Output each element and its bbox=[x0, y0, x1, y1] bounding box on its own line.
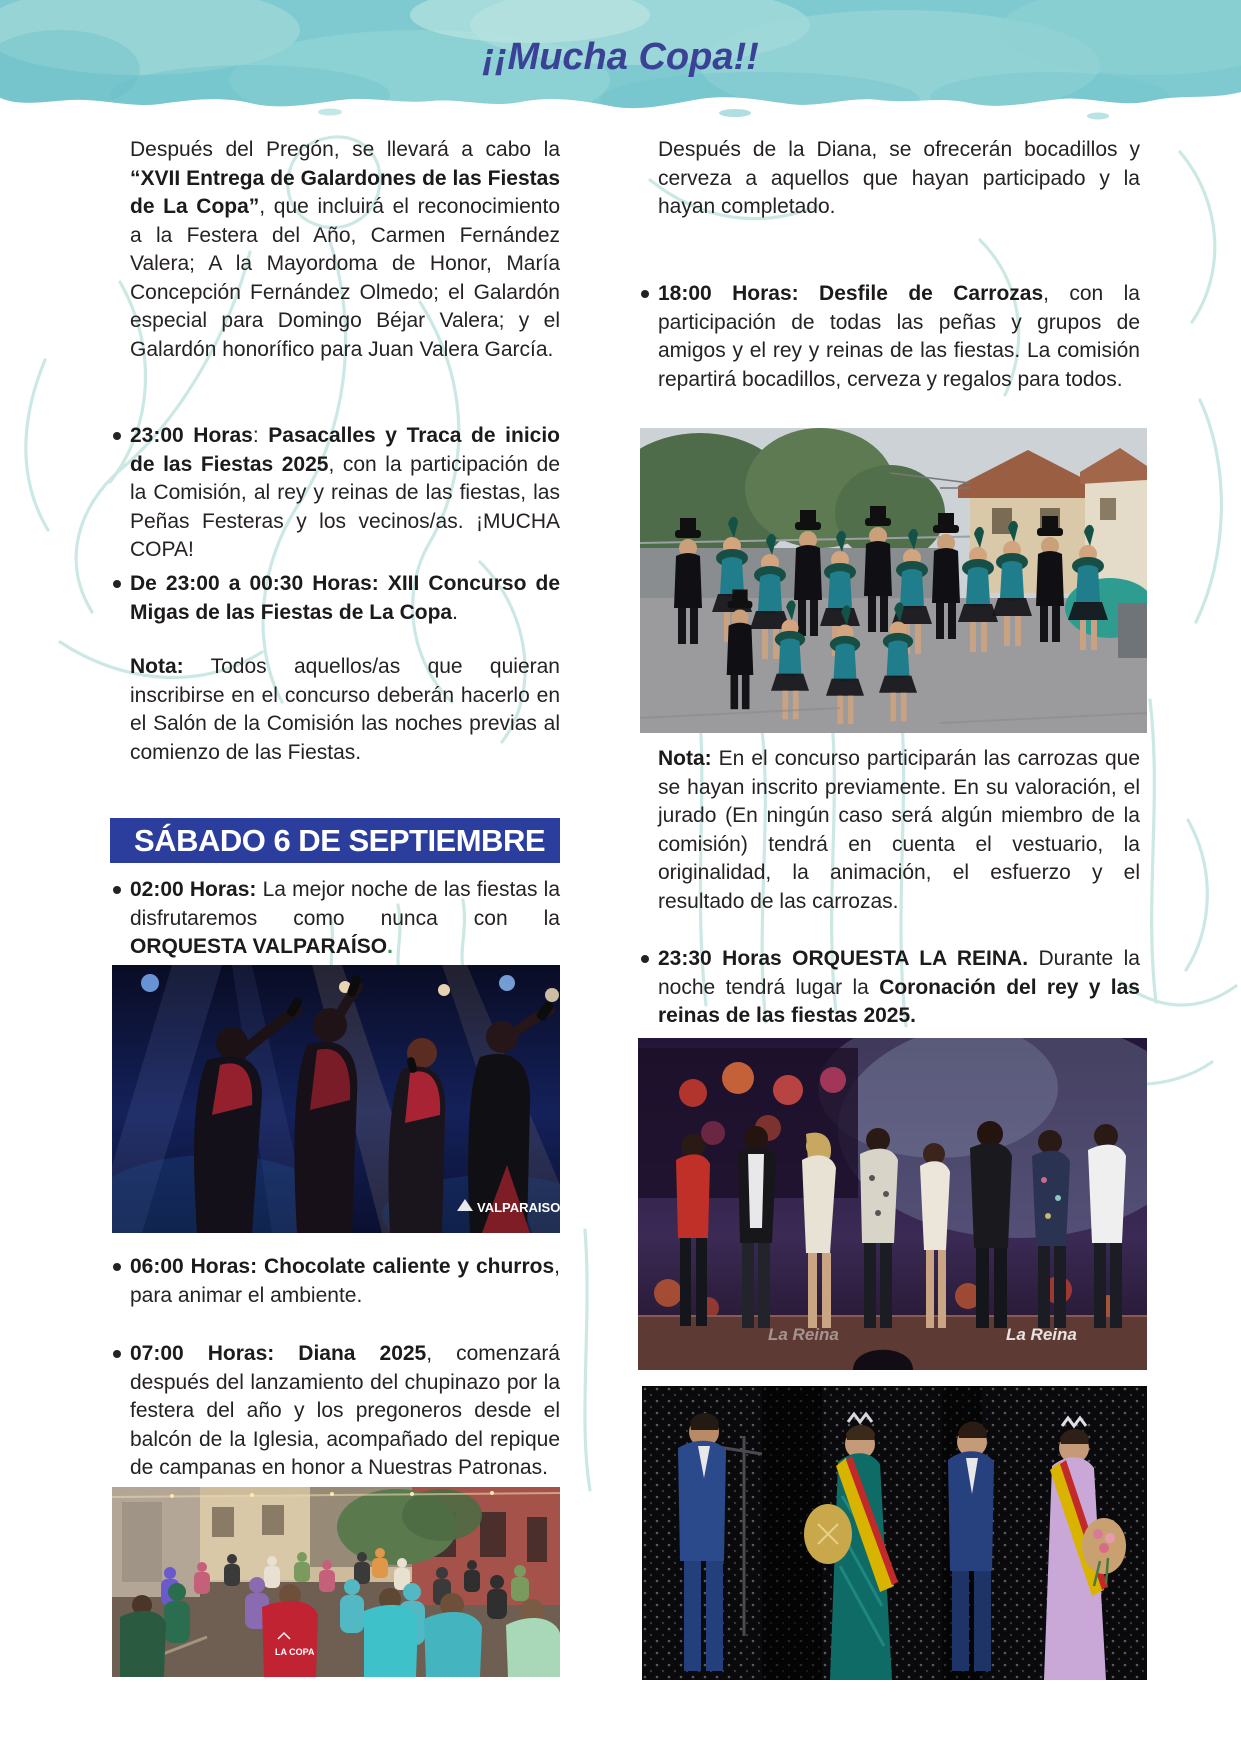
text-segment: “XVII Entrega de Galardones de las Fiestas de La Copa” bbox=[130, 166, 560, 218]
text-segment: Pasacalles y Traca de inicio de las Fiestas 2025 bbox=[130, 424, 561, 476]
event-0600-chocolate bbox=[110, 1253, 560, 1310]
text-segment: , comenzará después del lanzamiento del chupinazo por la festera del año y los pregoneros desde el balcón de la Iglesia, acompañado del repique de campanas en honor a Nuestras Patronas. bbox=[130, 1342, 560, 1479]
photo-diana-crowd bbox=[112, 1487, 560, 1677]
text-segment: : bbox=[252, 424, 269, 447]
text-segment: 23:30 Horas ORQUESTA LA REINA. bbox=[658, 947, 1029, 970]
text-segment: . bbox=[452, 600, 458, 624]
la-reina-watermark-text: La Reina bbox=[1006, 1325, 1077, 1344]
section-header-sabado-6 bbox=[110, 818, 560, 863]
page-title: ¡¡Mucha Copa!! bbox=[482, 36, 759, 78]
nota-inscripcion bbox=[110, 653, 560, 767]
text-segment: 23:00 Horas bbox=[130, 424, 253, 447]
valparaiso-logo-text: VALPARAISO bbox=[477, 1200, 560, 1215]
text-segment: Durante la noche tendrá lugar la bbox=[658, 947, 1140, 999]
text-segment: 18:00 Horas: Desfile de Carrozas bbox=[658, 282, 1044, 305]
photo-desfile-carrozas bbox=[640, 428, 1147, 733]
text-segment: En el concurso participarán las carrozas que se hayan inscrito previamente. En su valoración, el jurado (En ningún caso será algún miembro de la comisión) tendrá en cuenta el vestuario, la originalidad, la animación, el esfuerzo y el resultado de las carrozas. bbox=[658, 747, 1140, 913]
text-segment: Después del Pregón, se llevará a cabo la bbox=[130, 138, 560, 161]
text-segment: La mejor noche de las fiestas la disfrutaremos como nunca con la bbox=[130, 878, 561, 930]
photo-coronacion-reyes bbox=[642, 1386, 1147, 1680]
accent-period: . bbox=[387, 935, 393, 958]
event-0200-orquesta bbox=[110, 876, 560, 962]
text-segment: Después de la Diana, se ofrecerán bocadillos y cerveza a aquellos que hayan participado y la hayan completado. bbox=[658, 138, 1140, 218]
text-segment: De 23:00 a 00:30 Horas: XIII Concurso de Migas de las Fiestas de La Copa bbox=[130, 572, 560, 624]
la-copa-shirt-text: LA COPA bbox=[275, 1647, 315, 1657]
text-segment: 07:00 Horas: Diana 2025 bbox=[130, 1342, 427, 1365]
event-1800-carrozas bbox=[638, 280, 1140, 394]
event-2330-orquesta-la-reina bbox=[638, 945, 1140, 1031]
section-header-label: SÁBADO 6 DE SEPTIEMBRE bbox=[134, 822, 546, 858]
text-segment: 06:00 Horas: Chocolate caliente y churros bbox=[130, 1255, 555, 1278]
event-0700-diana bbox=[110, 1340, 560, 1483]
text-segment: Nota: bbox=[658, 747, 712, 770]
text-segment: Todos aquellos/as que quieran inscribirse en el concurso deberán hacerlo en el Salón de la Comisión las noches previas al comienzo de las Fiestas. bbox=[130, 655, 560, 764]
text-segment: ORQUESTA VALPARAÍSO bbox=[130, 935, 388, 958]
text-segment: Coronación del rey y las reinas de las fiestas 2025. bbox=[658, 975, 1140, 1027]
event-concurso-migas bbox=[110, 570, 560, 627]
text-segment: , con la participación de la Comisión, al rey y reinas de las fiestas, las Peñas Festeras y los vecinos/as. ¡MUCHA COPA! bbox=[130, 452, 560, 561]
photo-orquesta-valparaiso bbox=[112, 965, 560, 1233]
text-segment: , para animar el ambiente. bbox=[130, 1255, 560, 1307]
text-segment: Nota: bbox=[130, 655, 184, 678]
photo-orquesta-la-reina bbox=[638, 1038, 1147, 1370]
text-segment: 02:00 Horas: bbox=[130, 878, 257, 901]
text-segment: , que incluirá el reconocimiento a la Festera del Año, Carmen Fernández Valera; A la Mayordoma de Honor, María Concepción Fernández Olmedo; el Galardón especial para Domingo Béjar Valera; y el Galardón honorífico para Juan Valera García. bbox=[130, 195, 560, 361]
text-segment: , con la participación de todas las peñas y grupos de amigos y el rey y reinas de las fiestas. La comisión repartirá bocadillos, cerveza y regalos para todos. bbox=[658, 282, 1140, 391]
paragraph-galardones bbox=[110, 136, 560, 364]
paragraph-despues-diana bbox=[638, 136, 1140, 222]
la-reina-watermark-text: La Reina bbox=[768, 1325, 839, 1344]
event-2300-pasacalles bbox=[110, 422, 560, 565]
nota-carrozas bbox=[638, 745, 1140, 916]
